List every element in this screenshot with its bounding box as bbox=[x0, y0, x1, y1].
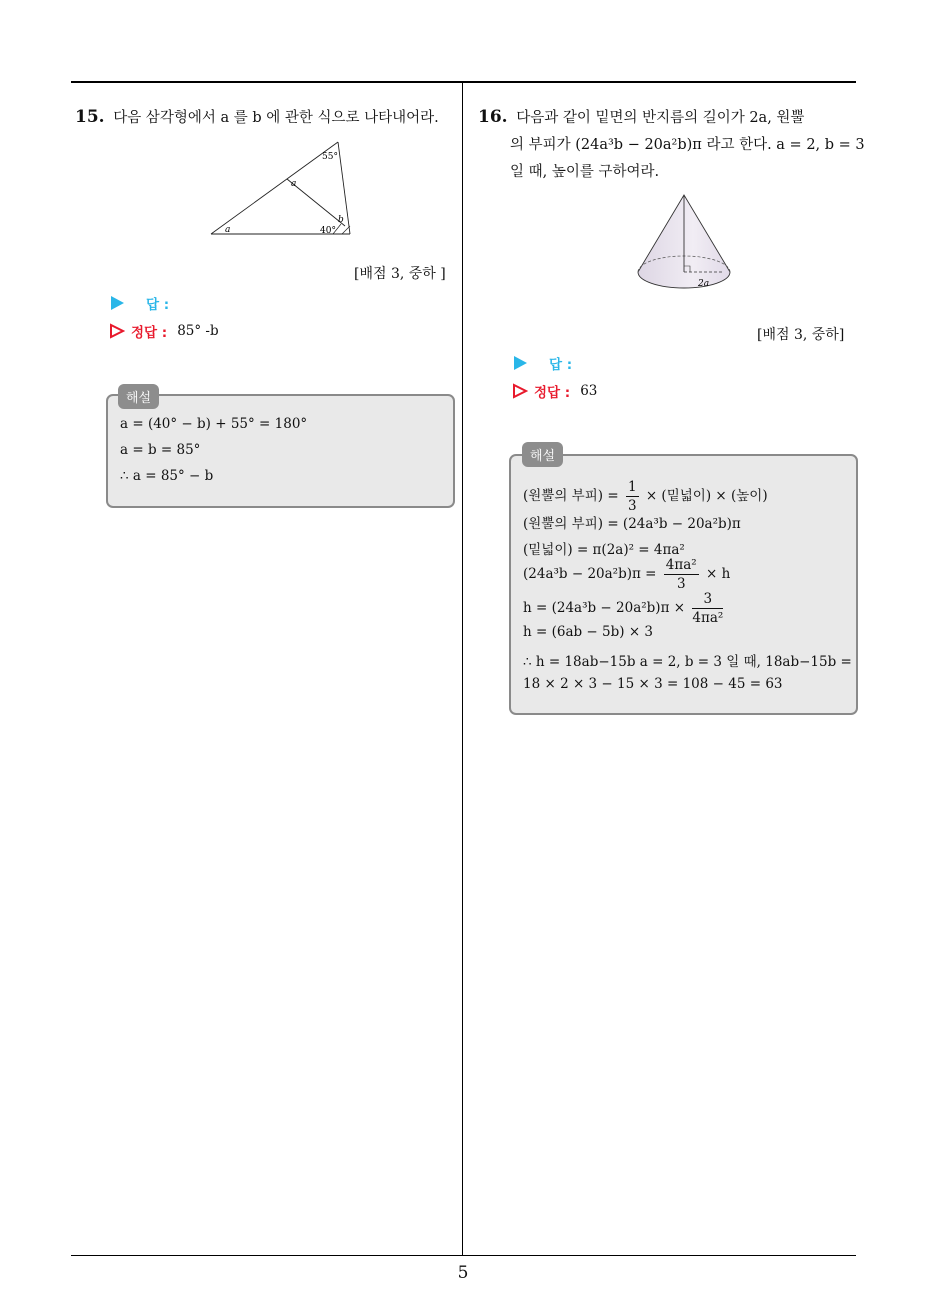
answer-row bbox=[514, 353, 572, 373]
outline-triangle-icon bbox=[512, 383, 528, 399]
solution-line-5 bbox=[523, 590, 726, 627]
correct-value: 63 bbox=[580, 383, 598, 399]
label-b: b bbox=[338, 215, 344, 225]
solution-line-3: (밑넓이) = π(2a)² = 4πa² bbox=[523, 542, 685, 558]
question-number: 16. bbox=[478, 107, 508, 127]
fraction bbox=[626, 478, 639, 515]
question-body: 다음과 같이 밑면의 반지름의 길이가 2a, 원뿔 bbox=[516, 110, 805, 126]
sol-text: × (밑넓이) × (높이) bbox=[645, 488, 768, 504]
denominator: 3 bbox=[676, 576, 686, 592]
correct-answer-row bbox=[109, 321, 219, 341]
question-15-text bbox=[75, 104, 453, 132]
question-16-line1 bbox=[478, 104, 858, 132]
cone-figure bbox=[634, 192, 738, 298]
question-15 bbox=[75, 104, 453, 132]
solution-box bbox=[509, 454, 858, 715]
solution-line-8: 18 × 2 × 3 − 15 × 3 = 108 − 45 = 63 bbox=[523, 676, 783, 692]
fraction bbox=[692, 590, 723, 627]
solution-line: a = b = 85° bbox=[120, 442, 201, 458]
answer-label: 답 : bbox=[549, 357, 573, 373]
sol-text: × h bbox=[706, 566, 731, 582]
label-2a: 2a bbox=[698, 279, 710, 289]
label-a-left: a bbox=[225, 225, 231, 235]
label-a-mid: a bbox=[291, 179, 297, 189]
label-55: 55° bbox=[322, 152, 338, 162]
numerator: 4πa² bbox=[665, 557, 697, 573]
question-16 bbox=[478, 104, 865, 186]
correct-label: 정답 : bbox=[534, 385, 571, 401]
triangle-figure bbox=[205, 138, 355, 238]
numerator: 3 bbox=[692, 590, 723, 609]
solution-line: a = (40° − b) + 55° = 180° bbox=[120, 416, 308, 432]
solution-line-1 bbox=[523, 478, 768, 515]
score-level: [배점 3, 중하 ] bbox=[354, 266, 446, 282]
solution-tag: 해설 bbox=[522, 442, 563, 467]
question-16-line3: 일 때, 높이를 구하여라. bbox=[510, 164, 660, 180]
numerator: 1 bbox=[627, 479, 637, 495]
solution-line-7: ∴ h = 18ab−15b a = 2, b = 3 일 때, 18ab−15b = bbox=[523, 654, 852, 670]
question-body: 다음 삼각형에서 a 를 b 에 관한 식으로 나타내어라. bbox=[113, 110, 439, 126]
label-40: 40° bbox=[320, 226, 336, 236]
column-divider bbox=[462, 83, 463, 1255]
solution-box bbox=[106, 394, 455, 508]
denominator: 3 bbox=[627, 498, 637, 514]
solution-line-2: (원뿔의 부피) = (24a³b − 20a²b)π bbox=[523, 516, 741, 532]
correct-answer-row bbox=[512, 381, 597, 401]
sol-text: h = (24a³b − 20a²b)π × bbox=[523, 600, 686, 616]
footer-rule bbox=[71, 1255, 856, 1256]
page-number: 5 bbox=[457, 1263, 469, 1283]
outline-triangle-icon bbox=[109, 323, 125, 339]
correct-label: 정답 : bbox=[131, 325, 168, 341]
score-level: [배점 3, 중하] bbox=[757, 327, 845, 343]
solution-line-4 bbox=[523, 556, 730, 593]
sol-text: (24a³b − 20a²b)π = bbox=[523, 566, 657, 582]
question-16-line2: 의 부피가 (24a³b − 20a²b)π 라고 한다. a = 2, b = 3 bbox=[510, 137, 865, 153]
play-icon bbox=[111, 296, 124, 310]
header-rule bbox=[71, 81, 856, 83]
question-number: 15. bbox=[75, 107, 105, 127]
solution-line-6: h = (6ab − 5b) × 3 bbox=[523, 624, 654, 640]
correct-value: 85° -b bbox=[177, 323, 219, 339]
play-icon bbox=[514, 356, 527, 370]
answer-row bbox=[111, 293, 169, 313]
answer-label: 답 : bbox=[146, 297, 170, 313]
sol-text: (원뿔의 부피) = bbox=[523, 488, 619, 504]
fraction bbox=[664, 556, 699, 593]
solution-tag: 해설 bbox=[118, 384, 159, 409]
denominator: 4πa² bbox=[692, 610, 724, 626]
solution-line: ∴ a = 85° − b bbox=[120, 468, 214, 484]
